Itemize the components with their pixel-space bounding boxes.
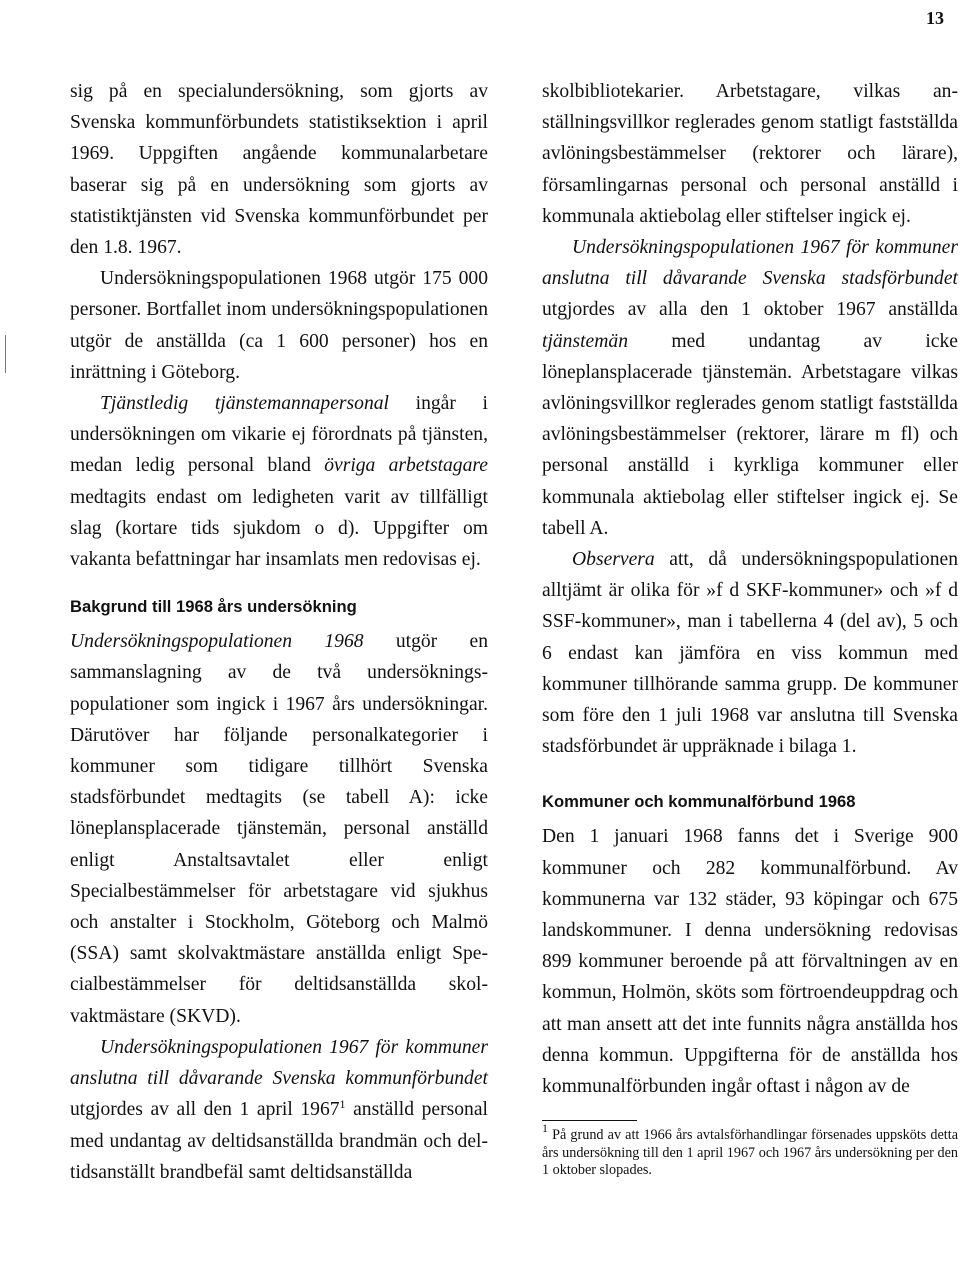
footnote-marker: 1 bbox=[542, 1121, 548, 1136]
paragraph-statistics-source: sig på en specialundersökning, som gjorts av Svenska kommunförbundets statistiksektion i april 1969. Uppgiften angående kommunalarbetare baserar sig på en undersökning som gjorts av statistiktjänsten vid Svenska kommunförbundet per den 1.8. 1967. bbox=[70, 81, 488, 259]
term-population-1967-kommunforbundet: Undersökningspopulationen 1967 för kommuner anslutna till dåvarande Svenska kommunförbundet bbox=[70, 1036, 488, 1090]
section-heading-background: Bakgrund till 1968 års undersökning bbox=[70, 597, 357, 617]
paragraph-leave-staff bbox=[70, 388, 488, 575]
text-stadsforbundet-1: utgjordes av alla den 1 oktober 1967 anställda bbox=[542, 299, 958, 321]
term-other-workers: övriga arbetstagare bbox=[324, 455, 488, 477]
term-population-1967-stadsforbundet: Undersökningspopulationen 1967 för kommuner anslutna till dåvarande Svenska stadsförbundet bbox=[542, 237, 958, 290]
text-population-1967-b: anställd personal med undantag av deltidsanställda brandmän och deltidsanställt brandbefäl samt deltidsanställda bbox=[70, 1099, 488, 1183]
text-stadsforbundet-2: med undantag av icke löneplansplacerade tjänstemän. Arbetstagare vilkas avlöningsvillkor reglerades genom statligt fastställda avlöningsbestämmelser (rektorer, lärare m fl) och personal anställd i kyrkliga kommuner eller kommunala aktiebolag eller stiftelser ingick ej. Se tabell A. bbox=[542, 330, 958, 539]
text-leave-staff-2: medtagits endast om ledigheten varit av tillfälligt slag (kortare tids sjukdom o d). Uppgifter om vakanta befattningar har insamlats men redovisas ej. bbox=[70, 486, 488, 571]
footnote bbox=[542, 1121, 958, 1179]
paragraph-observe bbox=[542, 544, 958, 762]
left-column bbox=[70, 76, 488, 1188]
right-column bbox=[542, 76, 958, 1180]
text-population-1967-a: utgjordes av all den 1 april 1967 bbox=[70, 1099, 340, 1121]
term-observe: Observera bbox=[572, 549, 655, 571]
footnote-text: På grund av att 1966 års avtalsförhandlingar försenades uppsköts detta års undersökning till den 1 april 1967 och 1967 års undersökning per den 1 oktober slopades. bbox=[542, 1127, 958, 1179]
section-heading-municipalities: Kommuner och kommunalförbund 1968 bbox=[542, 792, 856, 812]
paragraph-population-merge bbox=[70, 626, 488, 1032]
footnote-divider bbox=[542, 1120, 637, 1121]
paragraph-excluded-staff: skolbibliotekarier. Arbetstagare, vilkas anställningsvillkor reglerades genom statligt fastställda avlöningsbestämmelser (rektorer och lärare), församlingarnas personal och personal anställd i kommunala aktiebolag eller stiftelser ingick ej. bbox=[542, 81, 958, 227]
paragraph-population-1968: Undersökningspopulationen 1968 utgör 175 000 personer. Bortfallet inom undersökningspopulationen utgör de anställda (ca 1 600 personer) hos en inrättning i Göteborg. bbox=[70, 268, 488, 383]
paragraph-population-1967-kommunforbundet bbox=[70, 1032, 488, 1188]
paragraph-population-1967-stadsforbundet bbox=[542, 232, 958, 544]
term-tjansteman: tjänstemän bbox=[542, 330, 628, 352]
text-observe: att, då undersökningspopulationen alltjämt är olika för »f d SKF-kommuner» och »f d SSF-kommuner», man i tabellerna 4 (del av), 5 och 6 endast kan jämföra en viss kommun med kommuner tillhörande samma grupp. De kommuner som före den 1 juli 1968 var anslutna till Svenska stadsförbundet är uppräknade i bilaga 1. bbox=[542, 549, 958, 758]
term-leave-staff: Tjänstledig tjänstemannapersonal bbox=[100, 393, 389, 415]
text-leave-staff-1: ingår i undersökningen om vikarie ej förordnats på tjänsten, medan ledig personal bland bbox=[70, 393, 488, 477]
paragraph-municipalities-1968: Den 1 januari 1968 fanns det i Sverige 900 kommuner och 282 kommunalförbund. Av kommunerna var 132 städer, 93 köpingar och 675 landskommuner. I denna undersökning redovisas 899 kommuner beroende på att förvaltningen av en kommun, Holmön, sköts som förtroendeuppdrag och att man ansett att det inte funnits några anställda hos denna kommun. Uppgifterna för de anställda hos kommunalförbunden ingår oftast i någon av de bbox=[542, 826, 958, 1098]
margin-mark bbox=[5, 335, 6, 373]
term-population-1968: Undersökningspopulationen 1968 bbox=[70, 631, 364, 653]
footnote-reference: 1 bbox=[339, 1097, 346, 1112]
page-number: 13 bbox=[926, 8, 944, 28]
text-population-merge: utgör en sammanslagning av de två undersökningspopulationer som ingick i 1967 års undersökningar. Därutöver har följande personalkategorier i kommuner som tidigare tillhört Svenska stadsförbundet medtagits (se tabell A): icke löneplansplacerade tjänstemän, personal anställd enligt Anstaltsavtalet eller enligt Specialbestämmelser för arbetstagare vid sjukhus och anstalter i Stockholm, Göteborg och Malmö (SSA) samt skolvaktmästare anställda enligt Specialbestämmelser för deltidsanställda skolvaktmästare (SKVD). bbox=[70, 631, 488, 1027]
